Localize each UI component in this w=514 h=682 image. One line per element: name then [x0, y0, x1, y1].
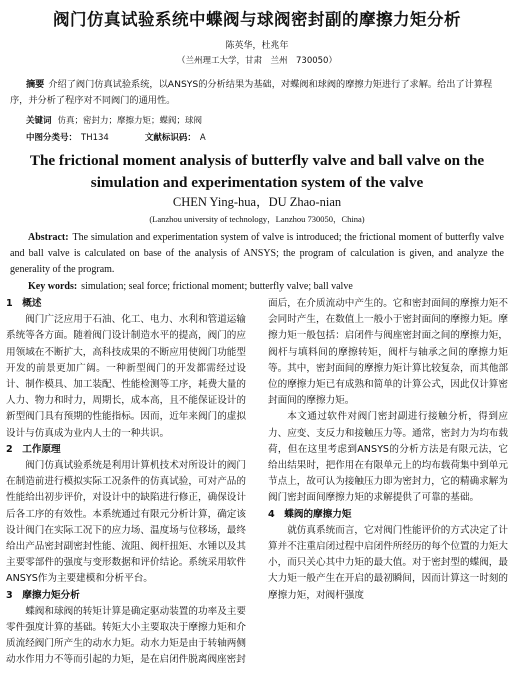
keywords-en-text: simulation; seal force; frictional moment; butterfly valve; ball valve — [81, 281, 353, 292]
section-heading-1: 1 概述 — [6, 298, 42, 309]
paper-title-en: The frictional moment analysis of butterfly valve and ball valve on the simulation and experimentation system of the valve — [29, 152, 485, 191]
doc-code-value: A — [199, 133, 206, 143]
section-3-paragraph-2: 本文通过软件对阀门密封副进行接触分析，得到应力、应变、支反力和接触压力等。通常，密封力为均布载荷，但在这里考虑到ANSYS的分析方法是有限元法，它给出结果时，把作用在有限单元上的均布载荷集中到单元节点上，故可认为接触压力即为密封力，它的精确求解为阀门密封面间摩擦力矩的求解提供了可靠的基础。 — [268, 411, 508, 504]
doc-code-label: 文献标识码： — [144, 133, 196, 143]
section-3-paragraph-1-continued: 面后，在介质流动中产生的。它和密封面间的摩擦力矩不会同时产生，在数值上一般小于密封面间的摩擦力矩。摩擦力矩一般包括：启闭件与阀座密封面之间的摩擦力矩，阀杆与填料间的摩擦转矩，阀杆与轴承之间的摩擦力矩等。其中，密封面间的摩擦力矩计算比较复杂，而其他部位的摩擦力矩已有成熟和简单的计算公式，因此仅计算密封面间的摩擦力矩。 — [268, 298, 508, 407]
authors-en: CHEN Ying-hua，DU Zhao-nian — [172, 195, 342, 209]
authors-cn: 陈英华，杜兆年 — [225, 41, 289, 51]
body-column-left — [6, 296, 246, 669]
keywords-cn-text: 仿真；密封力；摩擦力矩；蝶阀；球阀 — [57, 116, 203, 126]
body-column-right — [268, 296, 508, 604]
abstract-en — [10, 230, 504, 278]
keywords-cn — [26, 114, 202, 126]
section-3-paragraph-1: 蝶阀和球阀的转矩计算是确定驱动装置的功率及主要零件强度计算的基础。转矩大小主要取决于摩擦力矩和介质流经阀门所产生的动水力矩。动水力矩是由于转轴两侧动水作用力不等而引起的力矩，是在启闭件脱离阀座密封 — [6, 605, 246, 666]
section-4-paragraph: 就仿真系统而言，它对阀门性能评价的方式决定了计算并不注重启闭过程中启闭件所经历的每个位置的力矩大小，而只关心其中力矩的最大值。对于密封型的蝶阀，最大力矩一般产生在开启的最初瞬间，因而计算这一时刻的摩擦力矩，对阀杆强度 — [268, 524, 508, 601]
abstract-cn-label: 摘要 — [26, 79, 45, 90]
section-heading-4: 4 蝶阀的摩擦力矩 — [268, 508, 352, 520]
abstract-en-label: Abstract: — [28, 232, 69, 243]
keywords-en-label: Key words: — [28, 281, 78, 292]
section-heading-2: 2 工作原理 — [6, 443, 61, 455]
affiliation-en: (Lanzhou university of technology，Lanzhou 730050，China) — [149, 214, 365, 224]
abstract-cn-text: 介绍了阀门仿真试验系统，以ANSYS的分析结果为基础，对蝶阀和球阀的摩擦力矩进行了求解。给出了计算程序，并分析了程序对不同阀门的通用性。 — [10, 79, 493, 106]
paper-title-cn: 阀门仿真试验系统中蝶阀与球阀密封副的摩擦力矩分析 — [53, 10, 461, 29]
clc-label: 中图分类号： — [26, 133, 78, 143]
abstract-en-text: The simulation and experimentation system of valve is introduced; the frictional moment of butterfly valve and ball valve is calculated on base of the analysis of ANSYS; the program of calculation is given, and analyze the generality of the program. — [10, 232, 504, 275]
keywords-cn-label: 关键词 — [26, 116, 52, 126]
affiliation-cn: （兰州理工大学，甘肃 兰州 730050） — [177, 56, 337, 66]
section-2-paragraph: 阀门仿真试验系统是利用计算机技术对所设计的阀门在制造前进行模拟实际工况条件的仿真试验，可对产品的性能给出初步评价，对设计中的缺陷进行修正，确保设计后各工序的有效性。本系统通过有限元分析计算，确定该设计阀门在实际工况下的应力场、温度场与位移场，最终给出产品密封副密封性能、流阻、阀杆扭矩、水锤以及其主要零部件的强度与变形数据和评价结论。系统采用软件ANSYS作为主要建模和分析平台。 — [6, 460, 246, 585]
keywords-en — [28, 281, 353, 292]
section-heading-3: 3 摩擦力矩分析 — [6, 589, 80, 601]
clc-value: TH134 — [81, 133, 109, 143]
abstract-cn — [10, 77, 502, 109]
section-1-paragraph: 阀门广泛应用于石油、化工、电力、水利和管道运输系统等各方面。随着阀门设计制造水平的提高，阀门的应用领域在不断扩大，高科技成果的不断应用使阀门功能型开发的前景更加广阔。一种新型阀门的开发都需经过设计、制作模具、加工装配、性能检测等工序，耗费大量的人力、物力和时力，周期长，成本高，且不能保证设计的新型阀门具有预期的性能指标。因而，近年来阀门的虚拟设计与仿真成为业内人士的一种共识。 — [6, 314, 246, 439]
classification-line — [26, 131, 206, 143]
